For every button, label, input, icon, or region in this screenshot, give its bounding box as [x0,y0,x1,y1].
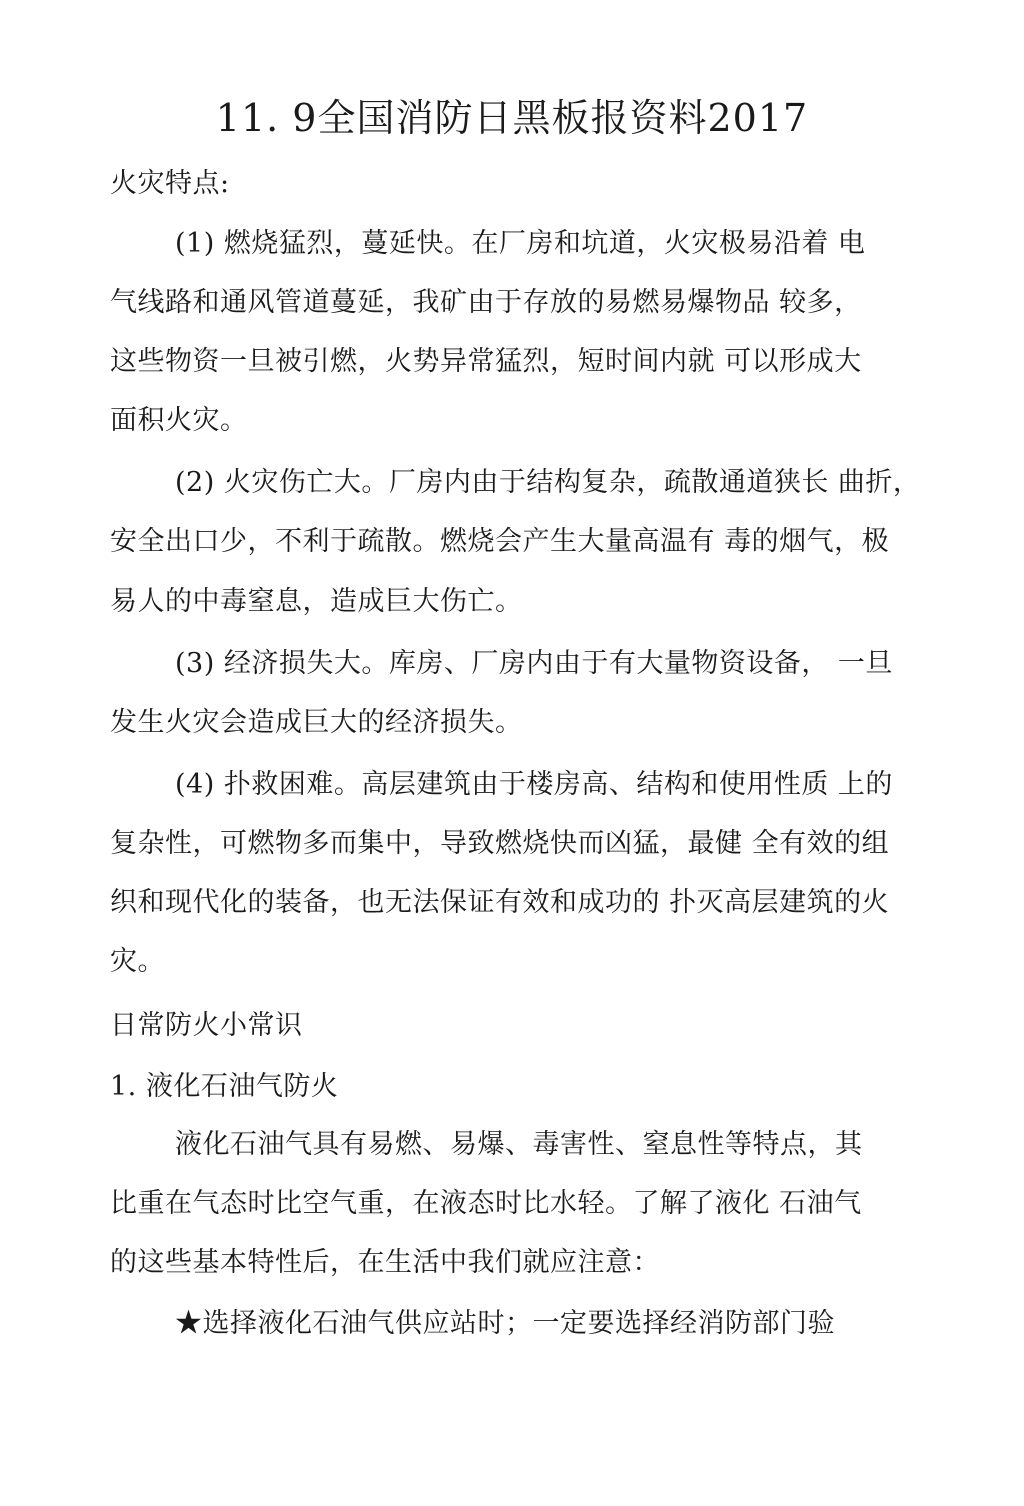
section-heading-fire-tips: 日常防火小常识 [110,1010,303,1041]
paragraph-line: 织和现代化的装备，也无法保证有效和成功的 扑灭高层建筑的火 [110,887,890,918]
paragraph-line: (4) 扑救困难。高层建筑由于楼房高、结构和使用性质 上的 [175,769,893,800]
paragraph-line: 灾。 [110,946,165,977]
paragraph-line: ★选择液化石油气供应站时；一定要选择经消防部门验 [175,1308,835,1339]
paragraph-line: 气线路和通风管道蔓延，我矿由于存放的易燃易爆物品 较多， [110,287,862,318]
paragraph-line: 液化石油气具有易燃、易爆、毒害性、窒息性等特点，其 [175,1129,863,1160]
paragraph-line: 安全出口少，不利于疏散。燃烧会产生大量高温有 毒的烟气，极 [110,526,890,557]
paragraph-line: (1) 燃烧猛烈，蔓延快。在厂房和坑道，火灾极易沿着 电 [175,228,866,259]
paragraph-line: 这些物资一旦被引燃，火势异常猛烈，短时间内就 可以形成大 [110,346,862,377]
paragraph-line: 复杂性，可燃物多而集中，导致燃烧快而凶猛，最健 全有效的组 [110,828,890,859]
paragraph-line: 的这些基本特性后，在生活中我们就应注意： [110,1247,660,1278]
paragraph-line: 易人的中毒窒息，造成巨大伤亡。 [110,586,523,617]
section-heading-fire-features: 火灾特点: [110,168,230,199]
subsection-heading-lpg: 1. 液化石油气防火 [110,1071,339,1102]
document-title: 11. 9全国消防日黑板报资料2017 [215,96,809,140]
paragraph-line: 面积火灾。 [110,405,248,436]
paragraph-line: 发生火灾会造成巨大的经济损失。 [110,707,523,738]
paragraph-line: (3) 经济损失大。库房、厂房内由于有大量物资设备， 一旦 [175,648,893,679]
paragraph-line: 比重在气态时比空气重，在液态时比水轻。了解了液化 石油气 [110,1188,862,1219]
paragraph-line: (2) 火灾伤亡大。厂房内由于结构复杂，疏散通道狭长 曲折， [175,467,921,498]
